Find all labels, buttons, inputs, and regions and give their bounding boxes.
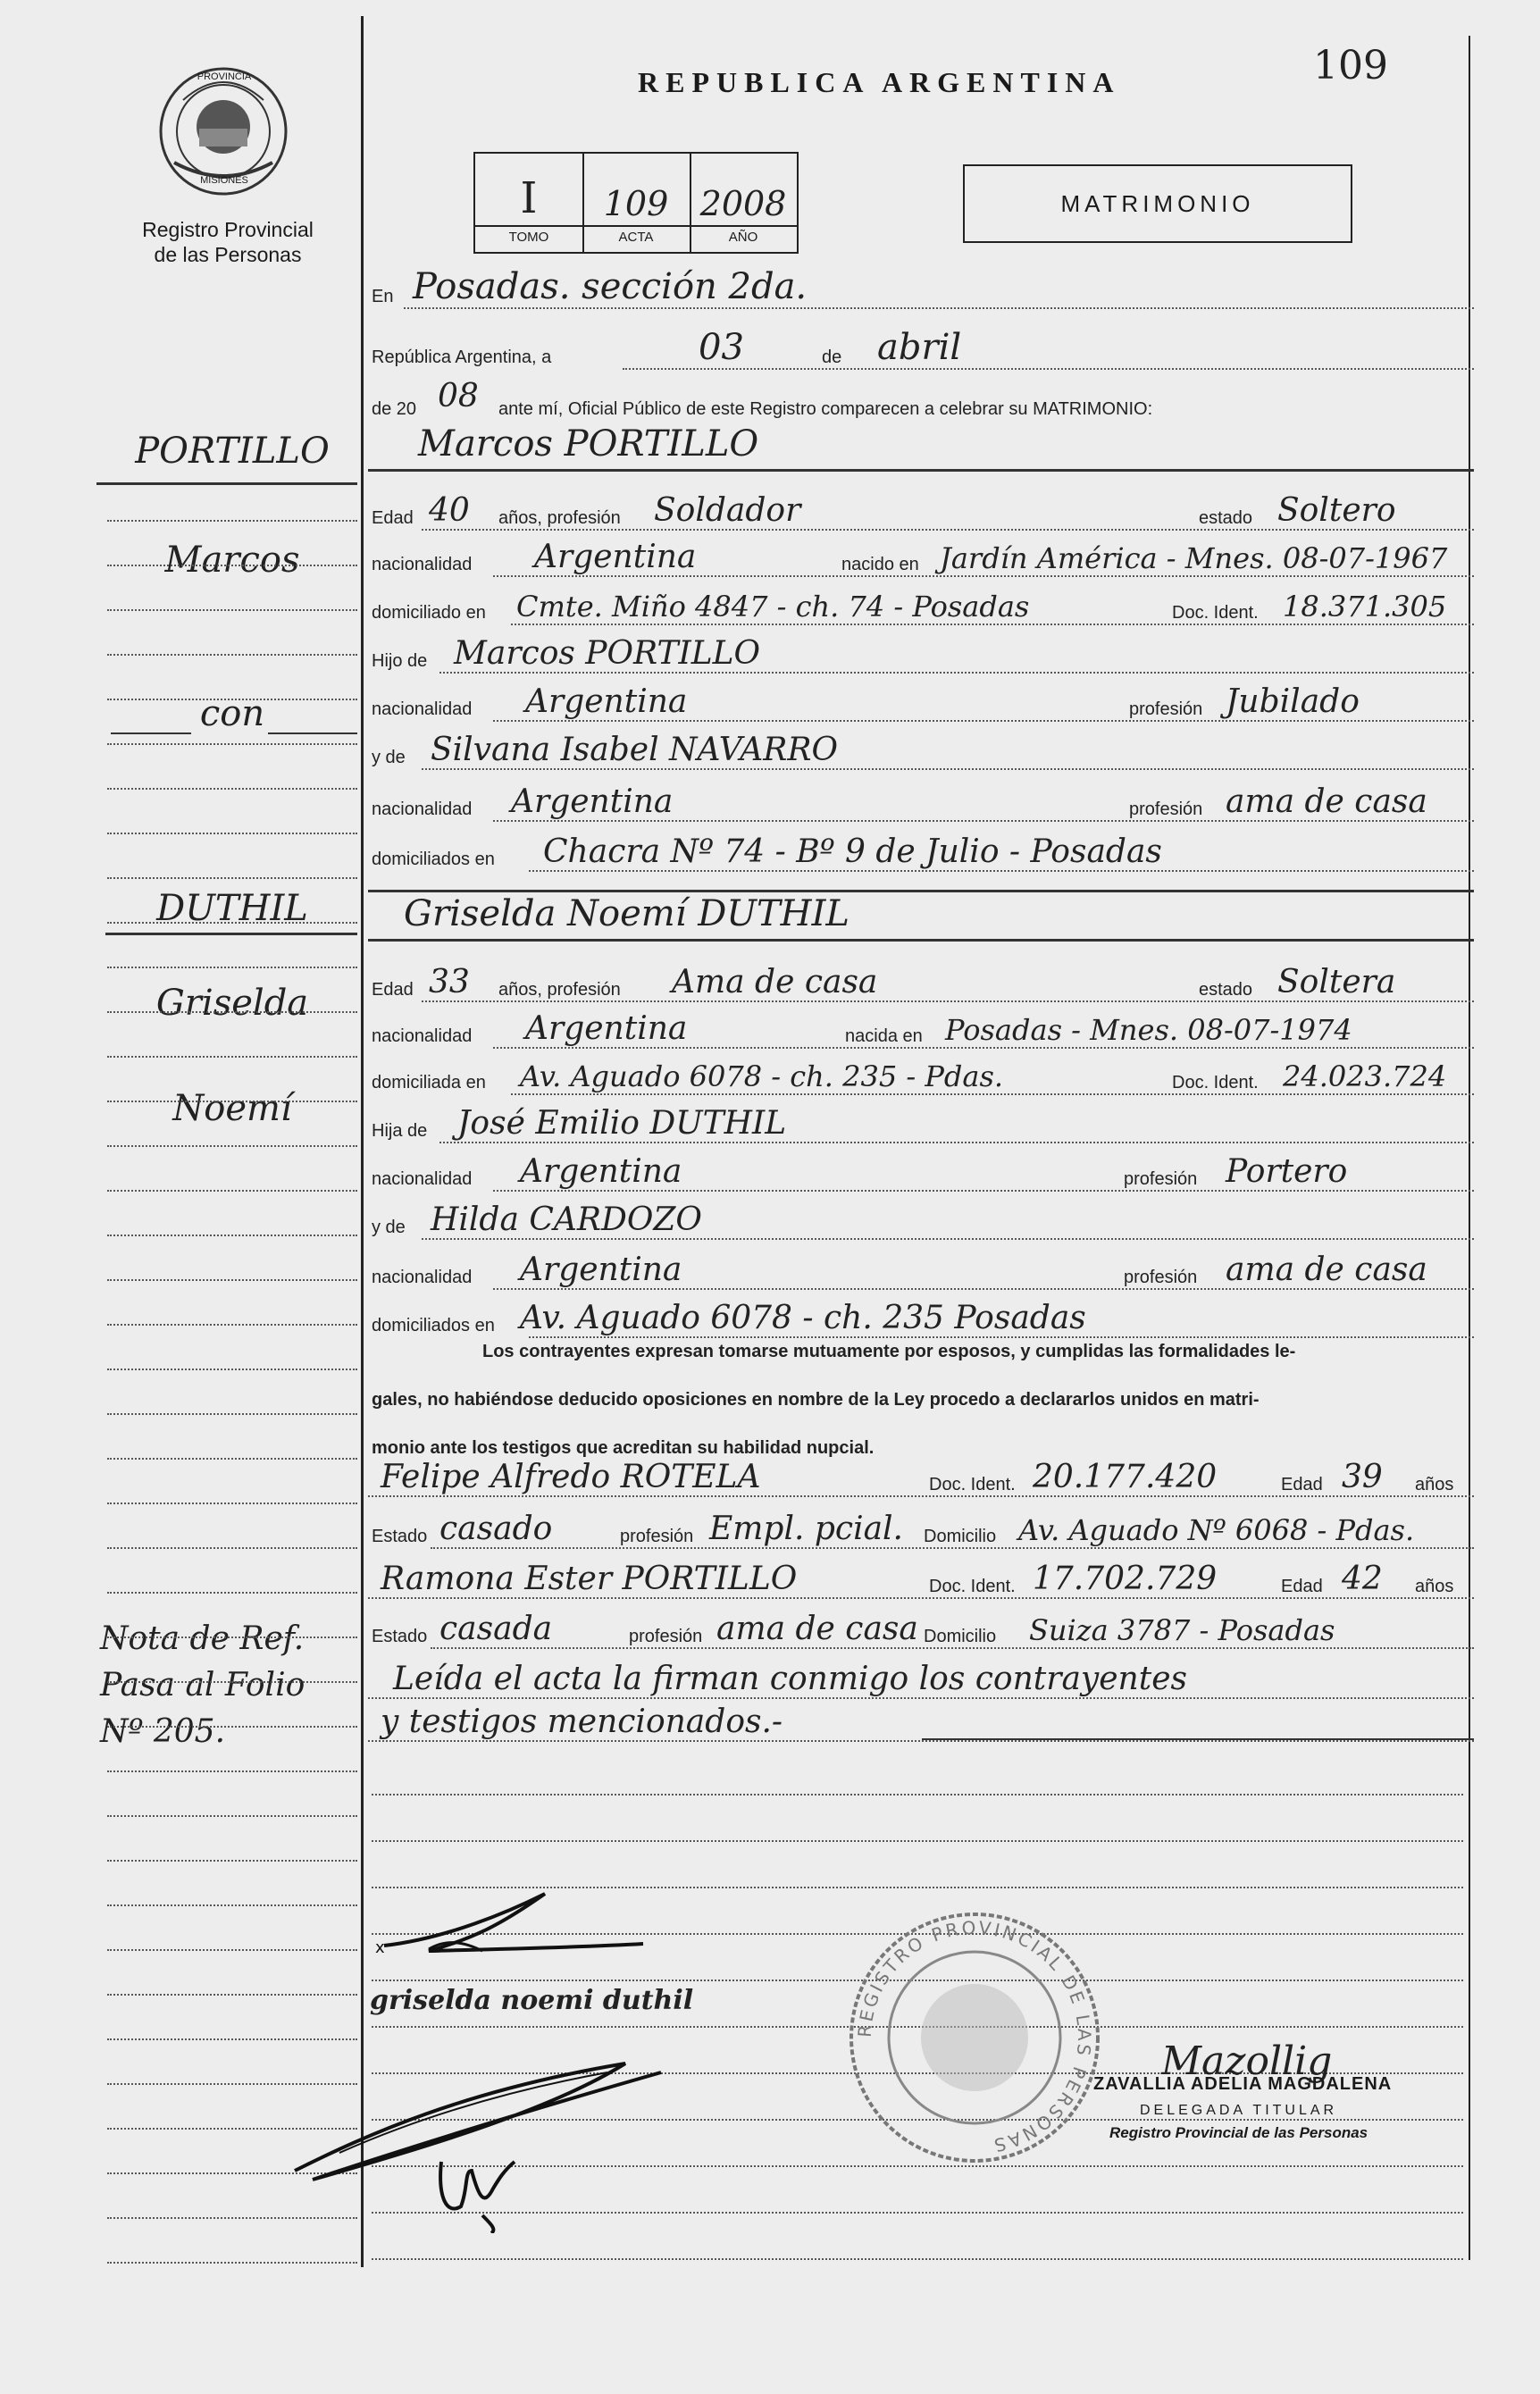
intro-date-row <box>368 329 1474 375</box>
groom-edad: 40 <box>429 492 470 529</box>
margin-ruling-line <box>107 1636 357 1638</box>
dotted-underline <box>431 1647 1474 1649</box>
groom-estado: Soltero <box>1277 492 1396 529</box>
closing-line2-row <box>368 1701 1474 1747</box>
dotted-underline <box>529 870 1474 872</box>
witness2-edad: 42 <box>1342 1561 1383 1597</box>
margin-ruling-line <box>107 2217 357 2219</box>
margin-ruling-line <box>107 1592 357 1594</box>
estado-label: Estado <box>372 1527 428 1546</box>
margin-divider <box>105 933 357 935</box>
bride-nacionalidad: Argentina <box>525 1010 688 1047</box>
witness1-estado: casado <box>439 1511 553 1547</box>
doc-label: Doc. Ident. <box>1172 603 1259 623</box>
acta-cell <box>582 154 691 252</box>
svg-text:x: x <box>375 1938 385 1957</box>
day-value: 03 <box>699 327 744 368</box>
section-underline <box>368 469 1474 472</box>
margin-ruling-line <box>107 1770 357 1772</box>
margin-note-line3: Nº 205. <box>100 1713 226 1750</box>
doc-label: Doc. Ident. <box>929 1577 1016 1596</box>
witness-signature-2 <box>429 2144 536 2238</box>
page-number: 109 <box>1313 43 1388 88</box>
margin-ruling-line <box>107 609 357 611</box>
witness2-doc: 17.702.729 <box>1033 1561 1218 1597</box>
groom-domicile-row <box>368 584 1474 631</box>
declaration-line1: Los contrayentes expresan tomarse mutuamente por esposos, y cumplidas las formalidades le- <box>482 1342 1296 1361</box>
month-value: abril <box>877 327 962 368</box>
groom-nationality-row <box>368 536 1474 582</box>
section-divider <box>368 890 1474 892</box>
margin-ruling-line <box>107 1369 357 1370</box>
estado-label: estado <box>1199 980 1253 1000</box>
bride-mother-profesion: ama de casa <box>1226 1251 1427 1288</box>
bride-edad: 33 <box>429 964 470 1000</box>
svg-text:REGISTRO PROVINCIAL DE LAS PER <box>854 1917 1095 2157</box>
main-ruling-line <box>372 1840 1463 1842</box>
margin-bride-surname: DUTHIL <box>156 888 308 929</box>
bride-signature: griselda noemi duthil <box>370 1985 694 2016</box>
groom-age-row <box>368 490 1474 536</box>
groom-mother-nacionalidad: Argentina <box>511 783 674 820</box>
ano-label: AÑO <box>690 225 797 245</box>
margin-ruling-line <box>107 1860 357 1862</box>
initials-signature-icon <box>429 2144 536 2233</box>
margin-ruling-line <box>107 1279 357 1281</box>
dotted-underline <box>439 672 1474 674</box>
bride-estado: Soltera <box>1277 964 1396 1000</box>
nacionalidad-label: nacionalidad <box>372 1026 473 1046</box>
witness2-name-row <box>368 1558 1474 1604</box>
republica-label: República Argentina, a <box>372 347 552 367</box>
margin-ruling-line <box>107 1145 357 1147</box>
profesion-label: profesión <box>1129 799 1203 819</box>
stamp-ring-text: REGISTRO PROVINCIAL DE LAS PERSONAS <box>853 1916 1096 2157</box>
dotted-underline <box>511 624 1474 625</box>
seal-text-top: PROVINCIA <box>197 71 252 82</box>
dotted-underline <box>368 1495 1474 1497</box>
signature-scribble-icon <box>375 1876 661 1974</box>
edad-label: Edad <box>1281 1475 1323 1494</box>
witness2-domicilio: Suiza 3787 - Posadas <box>1029 1613 1335 1647</box>
margin-ruling-line <box>107 1056 357 1058</box>
margin-note-line1: Nota de Ref. <box>100 1620 305 1657</box>
nacido-label: nacido en <box>841 555 919 574</box>
margin-ruling-line <box>107 1101 357 1102</box>
section-underline <box>368 939 1474 942</box>
witness1-details-row <box>368 1508 1474 1554</box>
official-signature: Mazollig <box>1161 2038 1333 2084</box>
de-label: de <box>822 347 842 367</box>
margin-ruling-line <box>107 1503 357 1504</box>
year-label: de 20 <box>372 399 417 419</box>
groom-father-row <box>368 632 1474 679</box>
dotted-underline <box>368 1740 1474 1742</box>
dotted-underline <box>422 529 1474 531</box>
groom-profesion: Soldador <box>654 492 801 529</box>
groom-father: Marcos PORTILLO <box>454 635 761 672</box>
dotted-underline <box>368 1697 1474 1699</box>
record-type-label: MATRIMONIO <box>1060 189 1255 217</box>
anos-profesion-label: años, profesión <box>498 508 621 528</box>
domicilio-label: Domicilio <box>924 1627 997 1646</box>
margin-connector: con <box>199 693 265 734</box>
place-value: Posadas. sección 2da. <box>413 266 808 307</box>
profesion-label: profesión <box>1129 699 1203 719</box>
official-name: ZAVALLIA ADELIA MAGDALENA <box>1093 2074 1393 2094</box>
dotted-underline <box>422 768 1474 770</box>
groom-father-details-row <box>368 681 1474 727</box>
witness2-estado: casada <box>439 1611 553 1647</box>
groom-mother-row <box>368 729 1474 775</box>
bride-age-row <box>368 961 1474 1008</box>
witness1-name: Felipe Alfredo ROTELA <box>381 1459 761 1495</box>
profesion-label: profesión <box>620 1527 694 1546</box>
parents-dom-label: domiciliados en <box>372 850 495 869</box>
witness2-profesion: ama de casa <box>716 1611 918 1647</box>
groom-parents-domicile-row <box>368 831 1474 877</box>
bride-father-nacionalidad: Argentina <box>520 1153 682 1190</box>
witness1-name-row <box>368 1456 1474 1503</box>
declaration-line2: gales, no habiéndose deducido oposiciones en nombre de la Ley procedo a declararlos unidos en matri- <box>372 1390 1260 1410</box>
margin-ruling-line <box>107 1458 357 1460</box>
groom-nacionalidad: Argentina <box>534 539 697 575</box>
edad-label: Edad <box>372 508 414 528</box>
margin-ruling-line <box>107 1726 357 1728</box>
anos-profesion-label: años, profesión <box>498 980 621 1000</box>
yde-label: y de <box>372 748 406 767</box>
estado-label: Estado <box>372 1627 428 1646</box>
dotted-underline <box>493 1288 1474 1290</box>
en-label: En <box>372 287 394 306</box>
dotted-underline <box>422 1238 1474 1240</box>
country-title: REPUBLICA ARGENTINA <box>638 66 1121 98</box>
dotted-underline <box>439 1142 1474 1143</box>
groom-name-row <box>368 425 1474 472</box>
edad-label: Edad <box>1281 1577 1323 1596</box>
margin-divider <box>96 482 357 485</box>
closing-line1: Leída el acta la firman conmigo los contrayentes <box>393 1661 1187 1697</box>
profesion-label: profesión <box>1124 1268 1198 1287</box>
bride-doc: 24.023.724 <box>1283 1059 1447 1093</box>
dotted-underline <box>493 720 1474 722</box>
acta-value: 109 <box>603 184 669 223</box>
nacionalidad-label: nacionalidad <box>372 1268 473 1287</box>
witness1-doc: 20.177.420 <box>1033 1459 1218 1495</box>
margin-note-line2: Pasa al Folio <box>100 1667 305 1703</box>
margin-ruling-line <box>107 654 357 656</box>
acta-label: ACTA <box>582 225 690 245</box>
margin-groom-name: Marcos <box>164 540 300 581</box>
witness1-domicilio: Av. Aguado Nº 6068 - Pdas. <box>1018 1513 1415 1547</box>
anos-label: años <box>1415 1475 1454 1494</box>
witness2-name: Ramona Ester PORTILLO <box>381 1561 798 1597</box>
doc-label: Doc. Ident. <box>929 1475 1016 1494</box>
profesion-label: profesión <box>629 1627 703 1646</box>
tomo-label: TOMO <box>475 225 582 245</box>
bride-parents-domicile-row <box>368 1297 1474 1343</box>
stamp-text-ring <box>847 1910 1102 2165</box>
margin-ruling-line <box>107 788 357 790</box>
margin-ruling-line <box>107 1994 357 1996</box>
dotted-underline <box>529 1336 1474 1338</box>
groom-domicilio: Cmte. Miño 4847 - ch. 74 - Posadas <box>516 590 1030 624</box>
tomo-cell <box>475 154 584 252</box>
bride-father-row <box>368 1102 1474 1149</box>
margin-ruling-line <box>107 1547 357 1549</box>
anos-label: años <box>1415 1577 1454 1596</box>
closing-line2: y testigos mencionados.- <box>381 1703 783 1740</box>
bride-father: José Emilio DUTHIL <box>457 1105 787 1142</box>
bride-name-row <box>368 895 1474 942</box>
nacionalidad-label: nacionalidad <box>372 555 473 574</box>
groom-nacido-en: Jardín América - Mnes. 08-07-1967 <box>940 541 1448 575</box>
margin-bride-name2: Noemí <box>172 1088 292 1129</box>
margin-ruling-line <box>107 1011 357 1013</box>
dotted-underline <box>493 1047 1474 1049</box>
registry-line1: Registro Provincial <box>142 218 314 241</box>
official-title: DELEGADA TITULAR <box>1140 2103 1338 2118</box>
margin-ruling-line <box>107 877 357 879</box>
dotted-underline <box>404 307 1474 309</box>
margin-ruling-line <box>107 1904 357 1906</box>
bride-father-details-row <box>368 1151 1474 1197</box>
groom-full-name: Marcos PORTILLO <box>418 423 759 465</box>
domicilio-label: domiciliado en <box>372 603 486 623</box>
statement-text: ante mí, Oficial Público de este Registro comparecen a celebrar su MATRIMONIO: <box>498 399 1153 419</box>
seal-text-bottom: MISIONES <box>200 175 248 186</box>
margin-ruling-line <box>107 565 357 566</box>
margin-ruling-line <box>107 922 357 924</box>
nacionalidad-label: nacionalidad <box>372 1169 473 1189</box>
domicilio-label: Domicilio <box>924 1527 997 1546</box>
nacida-label: nacida en <box>845 1026 923 1046</box>
dotted-underline <box>493 1190 1474 1192</box>
dotted-underline <box>493 575 1474 577</box>
margin-ruling-line <box>107 743 357 745</box>
bride-domicilio: Av. Aguado 6078 - ch. 235 - Pdas. <box>520 1059 1004 1093</box>
margin-ruling-line <box>107 1815 357 1817</box>
estado-label: estado <box>1199 508 1253 528</box>
margin-ruling-line <box>107 967 357 968</box>
edad-label: Edad <box>372 980 414 1000</box>
margin-ruling-line <box>107 699 357 700</box>
margin-ruling-line <box>107 520 357 522</box>
main-ruling-line <box>372 1794 1463 1796</box>
groom-mother-profesion: ama de casa <box>1226 783 1427 820</box>
dotted-underline <box>431 1547 1474 1549</box>
witness1-profesion: Empl. pcial. <box>709 1511 904 1547</box>
bride-mother-nacionalidad: Argentina <box>520 1251 682 1288</box>
domicilio-label: domiciliada en <box>372 1073 486 1092</box>
margin-ruling-line <box>107 1681 357 1683</box>
hijo-label: Hijo de <box>372 651 428 671</box>
margin-ruling-line <box>107 1413 357 1415</box>
margin-ruling-line <box>107 1190 357 1192</box>
bride-father-profesion: Portero <box>1226 1153 1348 1190</box>
witness1-edad: 39 <box>1342 1459 1383 1495</box>
registry-line2: de las Personas <box>154 243 302 266</box>
witness2-details-row <box>368 1608 1474 1654</box>
profesion-label: profesión <box>1124 1169 1198 1189</box>
margin-ruling-line <box>107 833 357 834</box>
main-ruling-line <box>372 2258 1463 2260</box>
yde-label: y de <box>372 1218 406 1237</box>
bride-nacida-en: Posadas - Mnes. 08-07-1974 <box>945 1013 1352 1047</box>
intro-place-row <box>368 268 1474 314</box>
parents-dom-label: domiciliados en <box>372 1316 495 1335</box>
closing-line1-row <box>368 1658 1474 1704</box>
groom-signature <box>375 1876 661 1979</box>
tomo-value: I <box>520 173 538 223</box>
hija-label: Hija de <box>372 1121 428 1141</box>
nacionalidad-label: nacionalidad <box>372 799 473 819</box>
bride-mother: Hilda CARDOZO <box>431 1201 702 1238</box>
intro-year-row <box>368 378 1474 427</box>
stamp-text-layer <box>847 1910 1102 2165</box>
margin-ruling-line <box>107 1235 357 1236</box>
margin-ruling-line <box>107 1324 357 1326</box>
doc-label: Doc. Ident. <box>1172 1073 1259 1092</box>
margin-ruling-line <box>107 2262 357 2264</box>
bride-full-name: Griselda Noemí DUTHIL <box>404 893 850 934</box>
official-office: Registro Provincial de las Personas <box>1109 2124 1368 2141</box>
dotted-underline <box>493 820 1474 822</box>
groom-doc: 18.371.305 <box>1283 590 1447 624</box>
dotted-underline <box>511 1093 1474 1095</box>
dotted-underline <box>623 368 1474 370</box>
groom-mother: Silvana Isabel NAVARRO <box>431 732 839 768</box>
margin-groom-surname: PORTILLO <box>135 431 330 472</box>
bride-nationality-row <box>368 1008 1474 1054</box>
record-type-box <box>963 164 1352 243</box>
bride-domicile-row <box>368 1054 1474 1101</box>
dotted-underline <box>368 1597 1474 1599</box>
margin-connector-dash-right <box>268 732 357 734</box>
groom-mother-details-row <box>368 781 1474 827</box>
bride-mother-row <box>368 1199 1474 1245</box>
groom-parents-domicilio: Chacra Nº 74 - Bº 9 de Julio - Posadas <box>543 833 1162 870</box>
margin-connector-dash-left <box>111 732 191 734</box>
margin-bride-name1: Griselda <box>155 983 309 1024</box>
ano-cell <box>690 154 797 252</box>
record-id-box <box>473 152 799 254</box>
bride-mother-details-row <box>368 1249 1474 1295</box>
left-column-divider <box>361 16 364 2267</box>
declaration-line3: monio ante los testigos que acreditan su habilidad nupcial. <box>372 1438 875 1458</box>
nacionalidad-label: nacionalidad <box>372 699 473 719</box>
groom-father-profesion: Jubilado <box>1226 683 1360 720</box>
bride-profesion: Ama de casa <box>672 964 878 1000</box>
year-suffix: 08 <box>438 378 479 414</box>
bride-parents-domicilio: Av. Aguado 6078 - ch. 235 Posadas <box>520 1300 1086 1336</box>
groom-father-nacionalidad: Argentina <box>525 683 688 720</box>
ano-value: 2008 <box>699 184 787 223</box>
dotted-underline <box>422 1000 1474 1002</box>
margin-ruling-line <box>107 1949 357 1951</box>
